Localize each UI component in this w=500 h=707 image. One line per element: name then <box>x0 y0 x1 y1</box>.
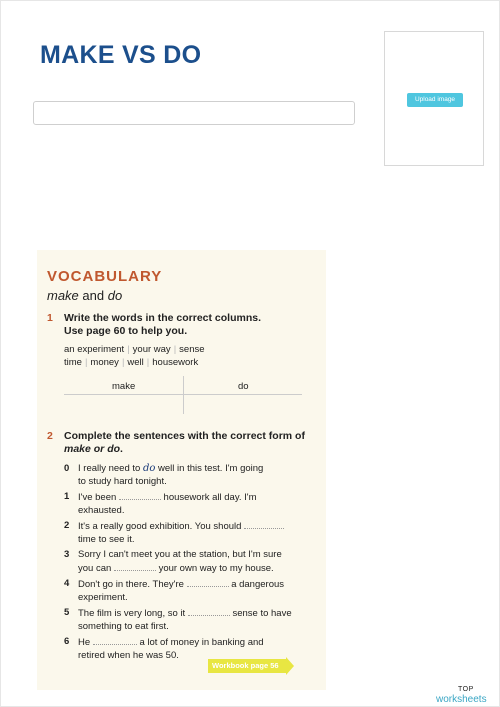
page-title: MAKE VS DO <box>40 41 202 69</box>
worksheet-subtitle <box>47 288 122 303</box>
exercise-2-line-2-italic: make or do <box>64 443 121 455</box>
exercise-1-number: 1 <box>47 312 53 324</box>
answer-blank <box>188 606 230 616</box>
sentence-0-number: 0 <box>64 463 70 474</box>
worksheet-image <box>37 250 326 690</box>
brand-top-text: TOP <box>458 686 474 693</box>
image-upload-area[interactable] <box>384 31 484 166</box>
word-item: an experiment <box>64 344 125 355</box>
sentence-text: retired when he was 50. <box>78 650 179 661</box>
sentence-text: your own way to my house. <box>158 563 274 574</box>
sentence-text: sense to have <box>232 608 292 619</box>
word-item: your way <box>132 344 171 355</box>
word-item: time <box>64 357 82 368</box>
sentence-text: It's a really good exhibition. You should <box>78 521 242 532</box>
answer-blank <box>187 577 229 587</box>
word-item: housework <box>152 357 199 368</box>
sentence-text: Sorry I can't meet you at the station, but I'm sure <box>78 549 282 560</box>
sentence-6-number: 6 <box>64 636 70 647</box>
sentence-5 <box>78 606 313 633</box>
sentence-text: well in this test. I'm going <box>158 463 264 474</box>
sentence-text: you can <box>78 563 112 574</box>
exercise-1-instruction <box>64 312 261 338</box>
sentence-3 <box>78 548 313 575</box>
sentence-text: I really need to <box>78 463 141 474</box>
word-item: money <box>90 357 119 368</box>
workbook-arrow-icon <box>208 659 286 673</box>
sentence-text: exhausted. <box>78 505 125 516</box>
sentence-0 <box>78 462 313 488</box>
sentence-text: something to eat first. <box>78 621 169 632</box>
exercise-2-line-1: Complete the sentences with the correct form of <box>64 430 305 442</box>
sentence-text: time to see it. <box>78 534 135 545</box>
word-item: well <box>127 357 144 368</box>
word-bank-row-2: time | money | well | housework <box>64 357 199 368</box>
subtitle-make: make <box>47 288 79 303</box>
exercise-2-instruction <box>64 430 305 456</box>
exercise-2-line-2-end: . <box>120 443 123 455</box>
sentence-text: The film is very long, so it <box>78 608 186 619</box>
vocabulary-heading: VOCABULARY <box>47 268 163 285</box>
sentence-text: Don't go in there. They're <box>78 579 184 590</box>
subtitle-and: and <box>78 288 108 303</box>
description-input[interactable] <box>33 101 355 125</box>
word-bank-row-1: an experiment | your way | sense <box>64 344 205 355</box>
sentence-5-number: 5 <box>64 607 70 618</box>
upload-image-button[interactable]: Upload image <box>407 93 463 107</box>
sentence-1 <box>78 490 313 517</box>
sentence-3-number: 3 <box>64 549 70 560</box>
exercise-1-line-1: Write the words in the correct columns. <box>64 312 262 324</box>
exercise-1-line-2: Use page 60 to help you. <box>64 325 188 337</box>
brand-logo-text[interactable]: worksheets <box>436 694 487 705</box>
sentence-text: housework all day. I'm <box>163 492 257 503</box>
sentence-2 <box>78 519 313 546</box>
sentence-4 <box>78 577 313 604</box>
sentence-text: experiment. <box>78 592 128 603</box>
subtitle-do: do <box>107 288 123 303</box>
word-item: sense <box>179 344 205 355</box>
column-header-do: do <box>238 381 249 392</box>
answer-blank <box>244 519 284 529</box>
sentence-6 <box>78 635 313 662</box>
column-divider <box>183 376 184 414</box>
answer-blank <box>114 561 156 571</box>
column-header-make: make <box>112 381 136 392</box>
answer-example: do <box>142 463 156 474</box>
exercise-2-number: 2 <box>47 430 53 442</box>
answer-blank <box>119 490 161 500</box>
sentence-2-number: 2 <box>64 520 70 531</box>
sentence-text: to study hard tonight. <box>78 476 167 487</box>
sentence-4-number: 4 <box>64 578 70 589</box>
sentence-text: He <box>78 637 91 648</box>
sentence-1-number: 1 <box>64 491 70 502</box>
answer-blank <box>93 635 137 645</box>
workbook-page-label: Workbook page 56 <box>212 661 279 670</box>
sentence-text: a lot of money in banking and <box>139 637 264 648</box>
sentence-text: a dangerous <box>231 579 285 590</box>
sentence-text: I've been <box>78 492 117 503</box>
